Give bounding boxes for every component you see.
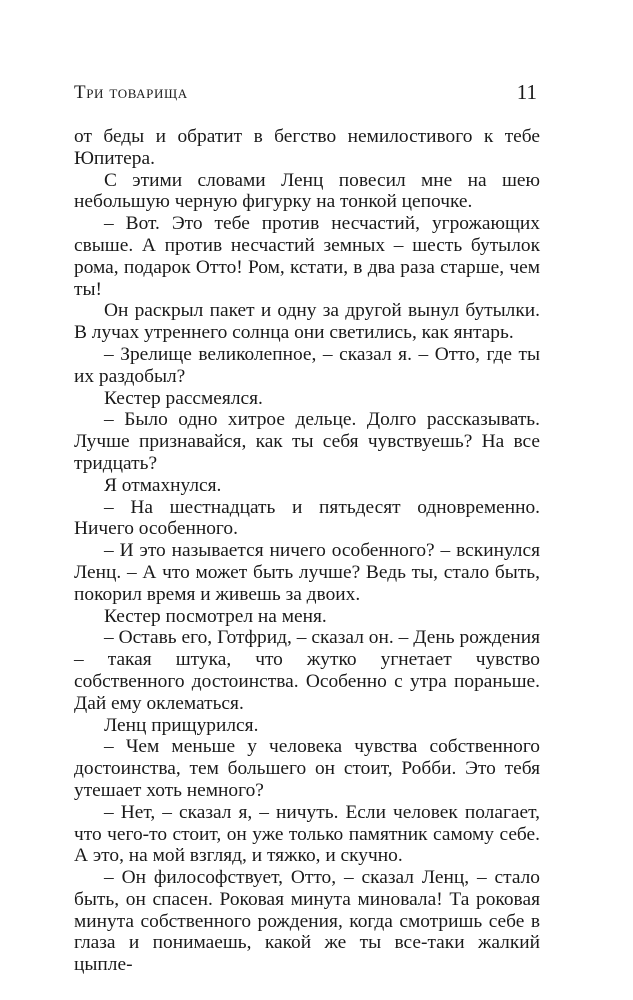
paragraph: – Нет, – сказал я, – ничуть. Если человек полагает, что чего-то стоит, он уже только памятник самому себе. А это, на мой взгляд, и тяжко, и скучно. — [74, 801, 540, 867]
body-text — [74, 126, 540, 976]
paragraph: С этими словами Ленц повесил мне на шею небольшую черную фигурку на тонкой цепочке. — [74, 169, 540, 213]
paragraph: – Он философствует, Отто, – сказал Ленц, – стало быть, он спасен. Роковая минута миновала! Та роковая минута собственного рождения, когда смотришь себе в глаза и понимаешь, какой же ты все-таки жалкий цыпле- — [74, 867, 540, 976]
paragraph: – На шестнадцать и пятьдесят одновременно. Ничего особенного. — [74, 496, 540, 540]
paragraph: – И это называется ничего особенного? – вскинулся Ленц. – А что может быть лучше? Ведь ты, стало быть, покорил время и живешь за двоих. — [74, 540, 540, 605]
paragraph: Кестер рассмеялся. — [104, 387, 263, 409]
paragraph: Ленц прищурился. — [104, 714, 259, 736]
running-title: Три товарища — [74, 82, 188, 103]
paragraph: – Оставь его, Готфрид, – сказал он. – День рождения – такая штука, что жутко угнетает чувство собственного достоинства. Особенно с утра пораньше. Дай ему оклематься. — [74, 627, 540, 714]
paragraph: Он раскрыл пакет и одну за другой вынул бутылки. В лучах утреннего солнца они светились, как янтарь. — [74, 300, 540, 344]
paragraph: от беды и обратит в бегство немилостивого к тебе Юпитера. — [74, 126, 540, 169]
paragraph: – Чем меньше у человека чувства собственного достоинства, тем большего он стоит, Робби. Это тебя утешает хоть немного? — [74, 736, 540, 801]
running-head — [74, 82, 537, 108]
paragraph: – Было одно хитрое дельце. Долго рассказывать. Лучше признавайся, как ты себя чувствуешь? На все тридцать? — [74, 409, 540, 474]
page-number: 11 — [516, 80, 537, 104]
paragraph: – Вот. Это тебе против несчастий, угрожающих свыше. А против несчастий земных – шесть бутылок рома, подарок Отто! Ром, кстати, в два раза старше, чем ты! — [74, 213, 540, 300]
paragraph: Я отмахнулся. — [104, 474, 222, 496]
paragraph: – Зрелище великолепное, – сказал я. – Отто, где ты их раздобыл? — [74, 343, 540, 387]
paragraph: Кестер посмотрел на меня. — [104, 605, 327, 627]
